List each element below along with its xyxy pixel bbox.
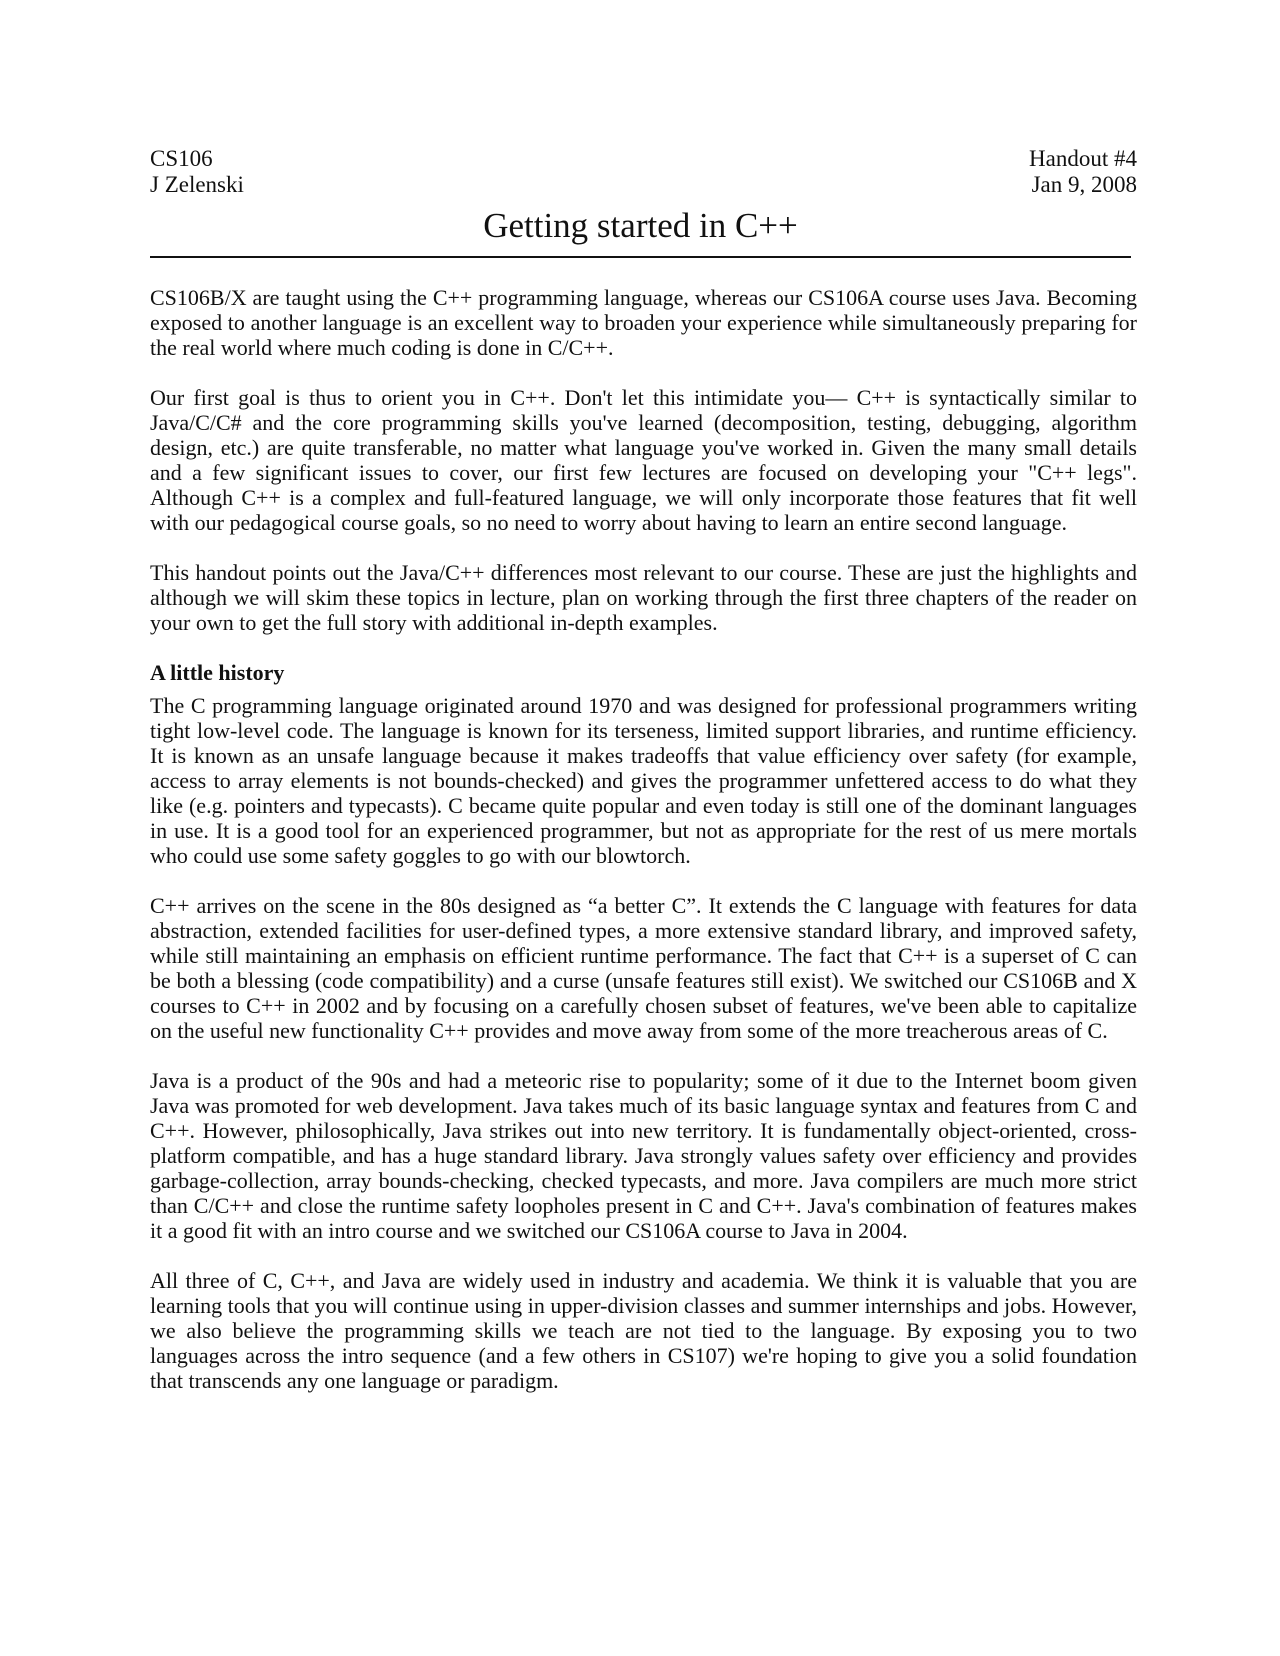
history-paragraph: C++ arrives on the scene in the 80s designed as “a better C”. It extends the C language with features for data abstraction, extended facilities for user-defined types, a more extensive standard library, and improved safety, while still maintaining an emphasis on efficient runtime performance. The fact that C++ is a superset of C can be both a blessing (code compatibility) and a curse (unsafe features still exist). We switched our CS106B and X courses to C++ in 2002 and by focusing on a carefully chosen subset of features, we've been able to capitalize on the useful new functionality C++ provides and move away from some of the more treacherous areas of C. — [150, 893, 1137, 1043]
header-left — [150, 146, 244, 198]
history-paragraph: Java is a product of the 90s and had a meteoric rise to popularity; some of it due to the Internet boom given Java was promoted for web development. Java takes much of its basic language syntax and features from C and C++. However, philosophically, Java strikes out into new territory. It is fundamentally object-oriented, cross-platform compatible, and has a huge standard library. Java strongly values safety over efficiency and provides garbage-collection, array bounds-checking, checked typecasts, and more. Java compilers are much more strict than C/C++ and close the runtime safety loopholes present in C and C++. Java's combination of features makes it a good fit with an intro course and we switched our CS106A course to Java in 2004. — [150, 1068, 1137, 1243]
author-name: J Zelenski — [150, 172, 244, 197]
intro-section — [150, 285, 1137, 635]
handout-number: Handout #4 — [1029, 146, 1137, 171]
page-title: Getting started in C++ — [150, 206, 1131, 258]
history-paragraph: The C programming language originated around 1970 and was designed for professional programmers writing tight low-level code. The language is known for its terseness, limited support libraries, and runtime efficiency. It is known as an unsafe language because it makes tradeoffs that value efficiency over safety (for example, access to array elements is not bounds-checked) and gives the programmer unfettered access to do what they like (e.g. pointers and typecasts). C became quite popular and even today is still one of the dominant languages in use. It is a good tool for an experienced programmer, but not as appropriate for the rest of us mere mortals who could use some safety goggles to go with our blowtorch. — [150, 693, 1137, 868]
section-heading: A little history — [150, 660, 285, 685]
handout-date: Jan 9, 2008 — [1031, 172, 1137, 197]
intro-paragraph: This handout points out the Java/C++ differences most relevant to our course. These are just the highlights and although we will skim these topics in lecture, plan on working through the first three chapters of the reader on your own to get the full story with additional in-depth examples. — [150, 560, 1137, 635]
intro-paragraph: Our first goal is thus to orient you in C++. Don't let this intimidate you— C++ is syntactically similar to Java/C/C# and the core programming skills you've learned (decomposition, testing, debugging, algorithm design, etc.) are quite transferable, no matter what language you've worked in. Given the many small details and a few significant issues to cover, our first few lectures are focused on developing your "C++ legs". Although C++ is a complex and full-featured language, we will only incorporate those features that fit well with our pedagogical course goals, so no need to worry about having to learn an entire second language. — [150, 385, 1137, 535]
history-paragraph: All three of C, C++, and Java are widely used in industry and academia. We think it is valuable that you are learning tools that you will continue using in upper-division classes and summer internships and jobs. However, we also believe the programming skills we teach are not tied to the language. By exposing you to two languages across the intro sequence (and a few others in CS107) we're hoping to give you a solid foundation that transcends any one language or paradigm. — [150, 1268, 1137, 1393]
handout-page — [150, 146, 1137, 1418]
handout-header — [150, 146, 1137, 198]
header-right — [1029, 146, 1137, 198]
history-section — [150, 660, 1137, 1393]
course-code: CS106 — [150, 146, 213, 171]
intro-paragraph: CS106B/X are taught using the C++ programming language, whereas our CS106A course uses Java. Becoming exposed to another language is an excellent way to broaden your experience while simultaneously preparing for the real world where much coding is done in C/C++. — [150, 285, 1137, 360]
